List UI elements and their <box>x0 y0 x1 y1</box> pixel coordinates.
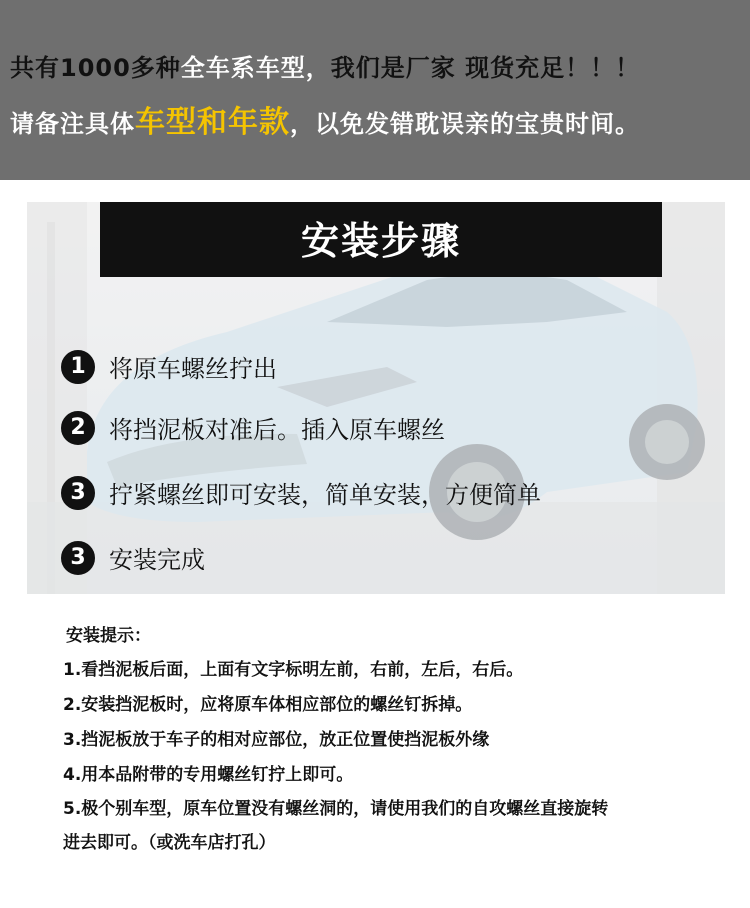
top-banner <box>0 0 750 180</box>
banner-line-1-part-3: 我们是厂家 现货充足！！！ <box>330 54 641 82</box>
install-step-4 <box>61 540 205 575</box>
banner-line-2-part-3: ，以免发错耽误亲的宝贵时间。 <box>290 110 640 138</box>
banner-line-1-part-2: 全车系车型， <box>180 54 331 82</box>
install-tip-5-continued: 进去即可。（或洗车店打孔） <box>63 833 276 853</box>
banner-line-2-part-1: 请备注具体 <box>10 110 135 138</box>
banner-line-1-part-1: 共有1000多种 <box>10 54 181 82</box>
install-steps-panel <box>27 202 725 594</box>
step-text: 将挡泥板对准后。插入原车螺丝 <box>109 416 445 444</box>
banner-line-2 <box>10 97 640 141</box>
step-text: 安装完成 <box>109 546 205 574</box>
install-tip-5: 5.极个别车型，原车位置没有螺丝洞的，请使用我们的自攻螺丝直接旋转 <box>63 799 609 819</box>
step-number-badge: 2 <box>61 411 95 445</box>
install-tip-3: 3.挡泥板放于车子的相对应部位，放正位置使挡泥板外缘 <box>63 730 490 750</box>
step-number-badge: 3 <box>61 476 95 510</box>
step-number-badge: 1 <box>61 350 95 384</box>
step-text: 将原车螺丝拧出 <box>109 355 277 383</box>
install-step-1 <box>61 349 277 384</box>
install-step-3 <box>61 475 541 510</box>
banner-line-1 <box>10 48 640 83</box>
install-steps-title: 安装步骤 <box>100 202 662 277</box>
install-tip-4: 4.用本品附带的专用螺丝钉拧上即可。 <box>63 765 354 785</box>
install-tip-1: 1.看挡泥板后面，上面有文字标明左前，右前，左后，右后。 <box>63 660 524 680</box>
step-number-badge: 3 <box>61 541 95 575</box>
install-tips-title: 安装提示： <box>66 626 151 646</box>
install-tip-2: 2.安装挡泥板时，应将原车体相应部位的螺丝钉拆掉。 <box>63 695 473 715</box>
install-step-2 <box>61 410 445 445</box>
banner-highlight-text: 车型和年款 <box>135 105 290 140</box>
step-text: 拧紧螺丝即可安装，简单安装，方便简单 <box>109 481 541 509</box>
